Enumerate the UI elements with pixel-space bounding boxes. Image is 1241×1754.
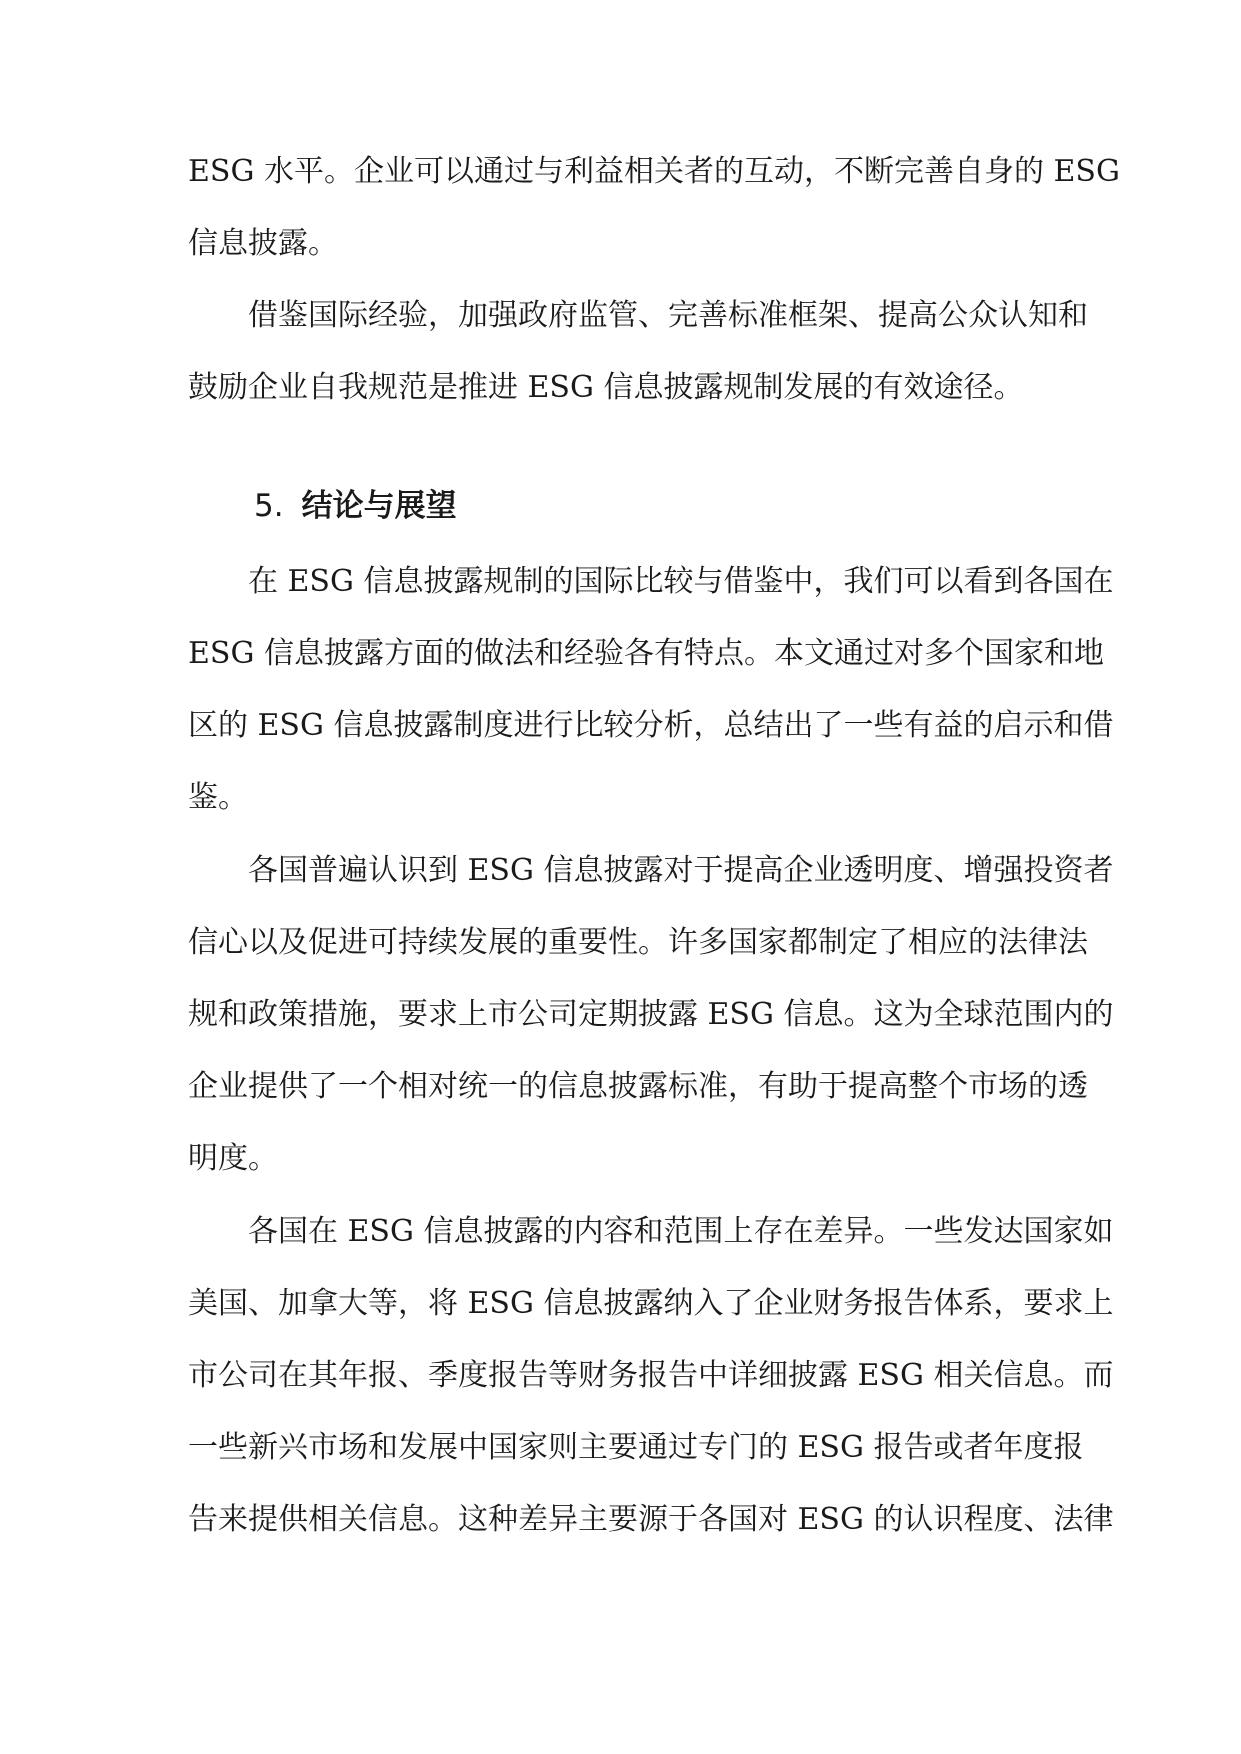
body-text-line: 市公司在其年报、季度报告等财务报告中详细披露 ESG 相关信息。而 bbox=[188, 1358, 1114, 1393]
body-text-line: ESG 信息披露方面的做法和经验各有特点。本文通过对多个国家和地 bbox=[188, 636, 1104, 671]
body-text-line: 企业提供了一个相对统一的信息披露标准，有助于提高整个市场的透 bbox=[188, 1069, 1088, 1104]
section-heading bbox=[254, 486, 457, 526]
body-text-line: 鼓励企业自我规范是推进 ESG 信息披露规制发展的有效途径。 bbox=[188, 370, 1024, 405]
body-text-line: 告来提供相关信息。这种差异主要源于各国对 ESG 的认识程度、法律 bbox=[188, 1502, 1114, 1537]
body-text-line: 在 ESG 信息披露规制的国际比较与借鉴中，我们可以看到各国在 bbox=[248, 564, 1114, 599]
body-text-line: 鉴。 bbox=[188, 780, 248, 815]
body-text-line: 美国、加拿大等，将 ESG 信息披露纳入了企业财务报告体系，要求上 bbox=[188, 1286, 1114, 1321]
body-text-line: 各国在 ESG 信息披露的内容和范围上存在差异。一些发达国家如 bbox=[248, 1214, 1114, 1249]
body-text-line: 各国普遍认识到 ESG 信息披露对于提高企业透明度、增强投资者 bbox=[248, 853, 1114, 888]
body-text-line: 信息披露。 bbox=[188, 226, 338, 261]
body-text-line: 借鉴国际经验，加强政府监管、完善标准框架、提高公众认知和 bbox=[248, 298, 1088, 333]
body-text-line: 明度。 bbox=[188, 1141, 278, 1176]
section-title: 结论与展望 bbox=[301, 488, 457, 524]
body-text-line: 一些新兴市场和发展中国家则主要通过专门的 ESG 报告或者年度报 bbox=[188, 1430, 1084, 1465]
body-text-line: 规和政策措施，要求上市公司定期披露 ESG 信息。这为全球范围内的 bbox=[188, 997, 1114, 1032]
body-text-line: 信心以及促进可持续发展的重要性。许多国家都制定了相应的法律法 bbox=[188, 925, 1088, 960]
body-text-line: 区的 ESG 信息披露制度进行比较分析，总结出了一些有益的启示和借 bbox=[188, 708, 1114, 743]
body-text-line: ESG 水平。企业可以通过与利益相关者的互动，不断完善自身的 ESG bbox=[188, 154, 1120, 189]
section-number: 5. bbox=[254, 488, 284, 524]
